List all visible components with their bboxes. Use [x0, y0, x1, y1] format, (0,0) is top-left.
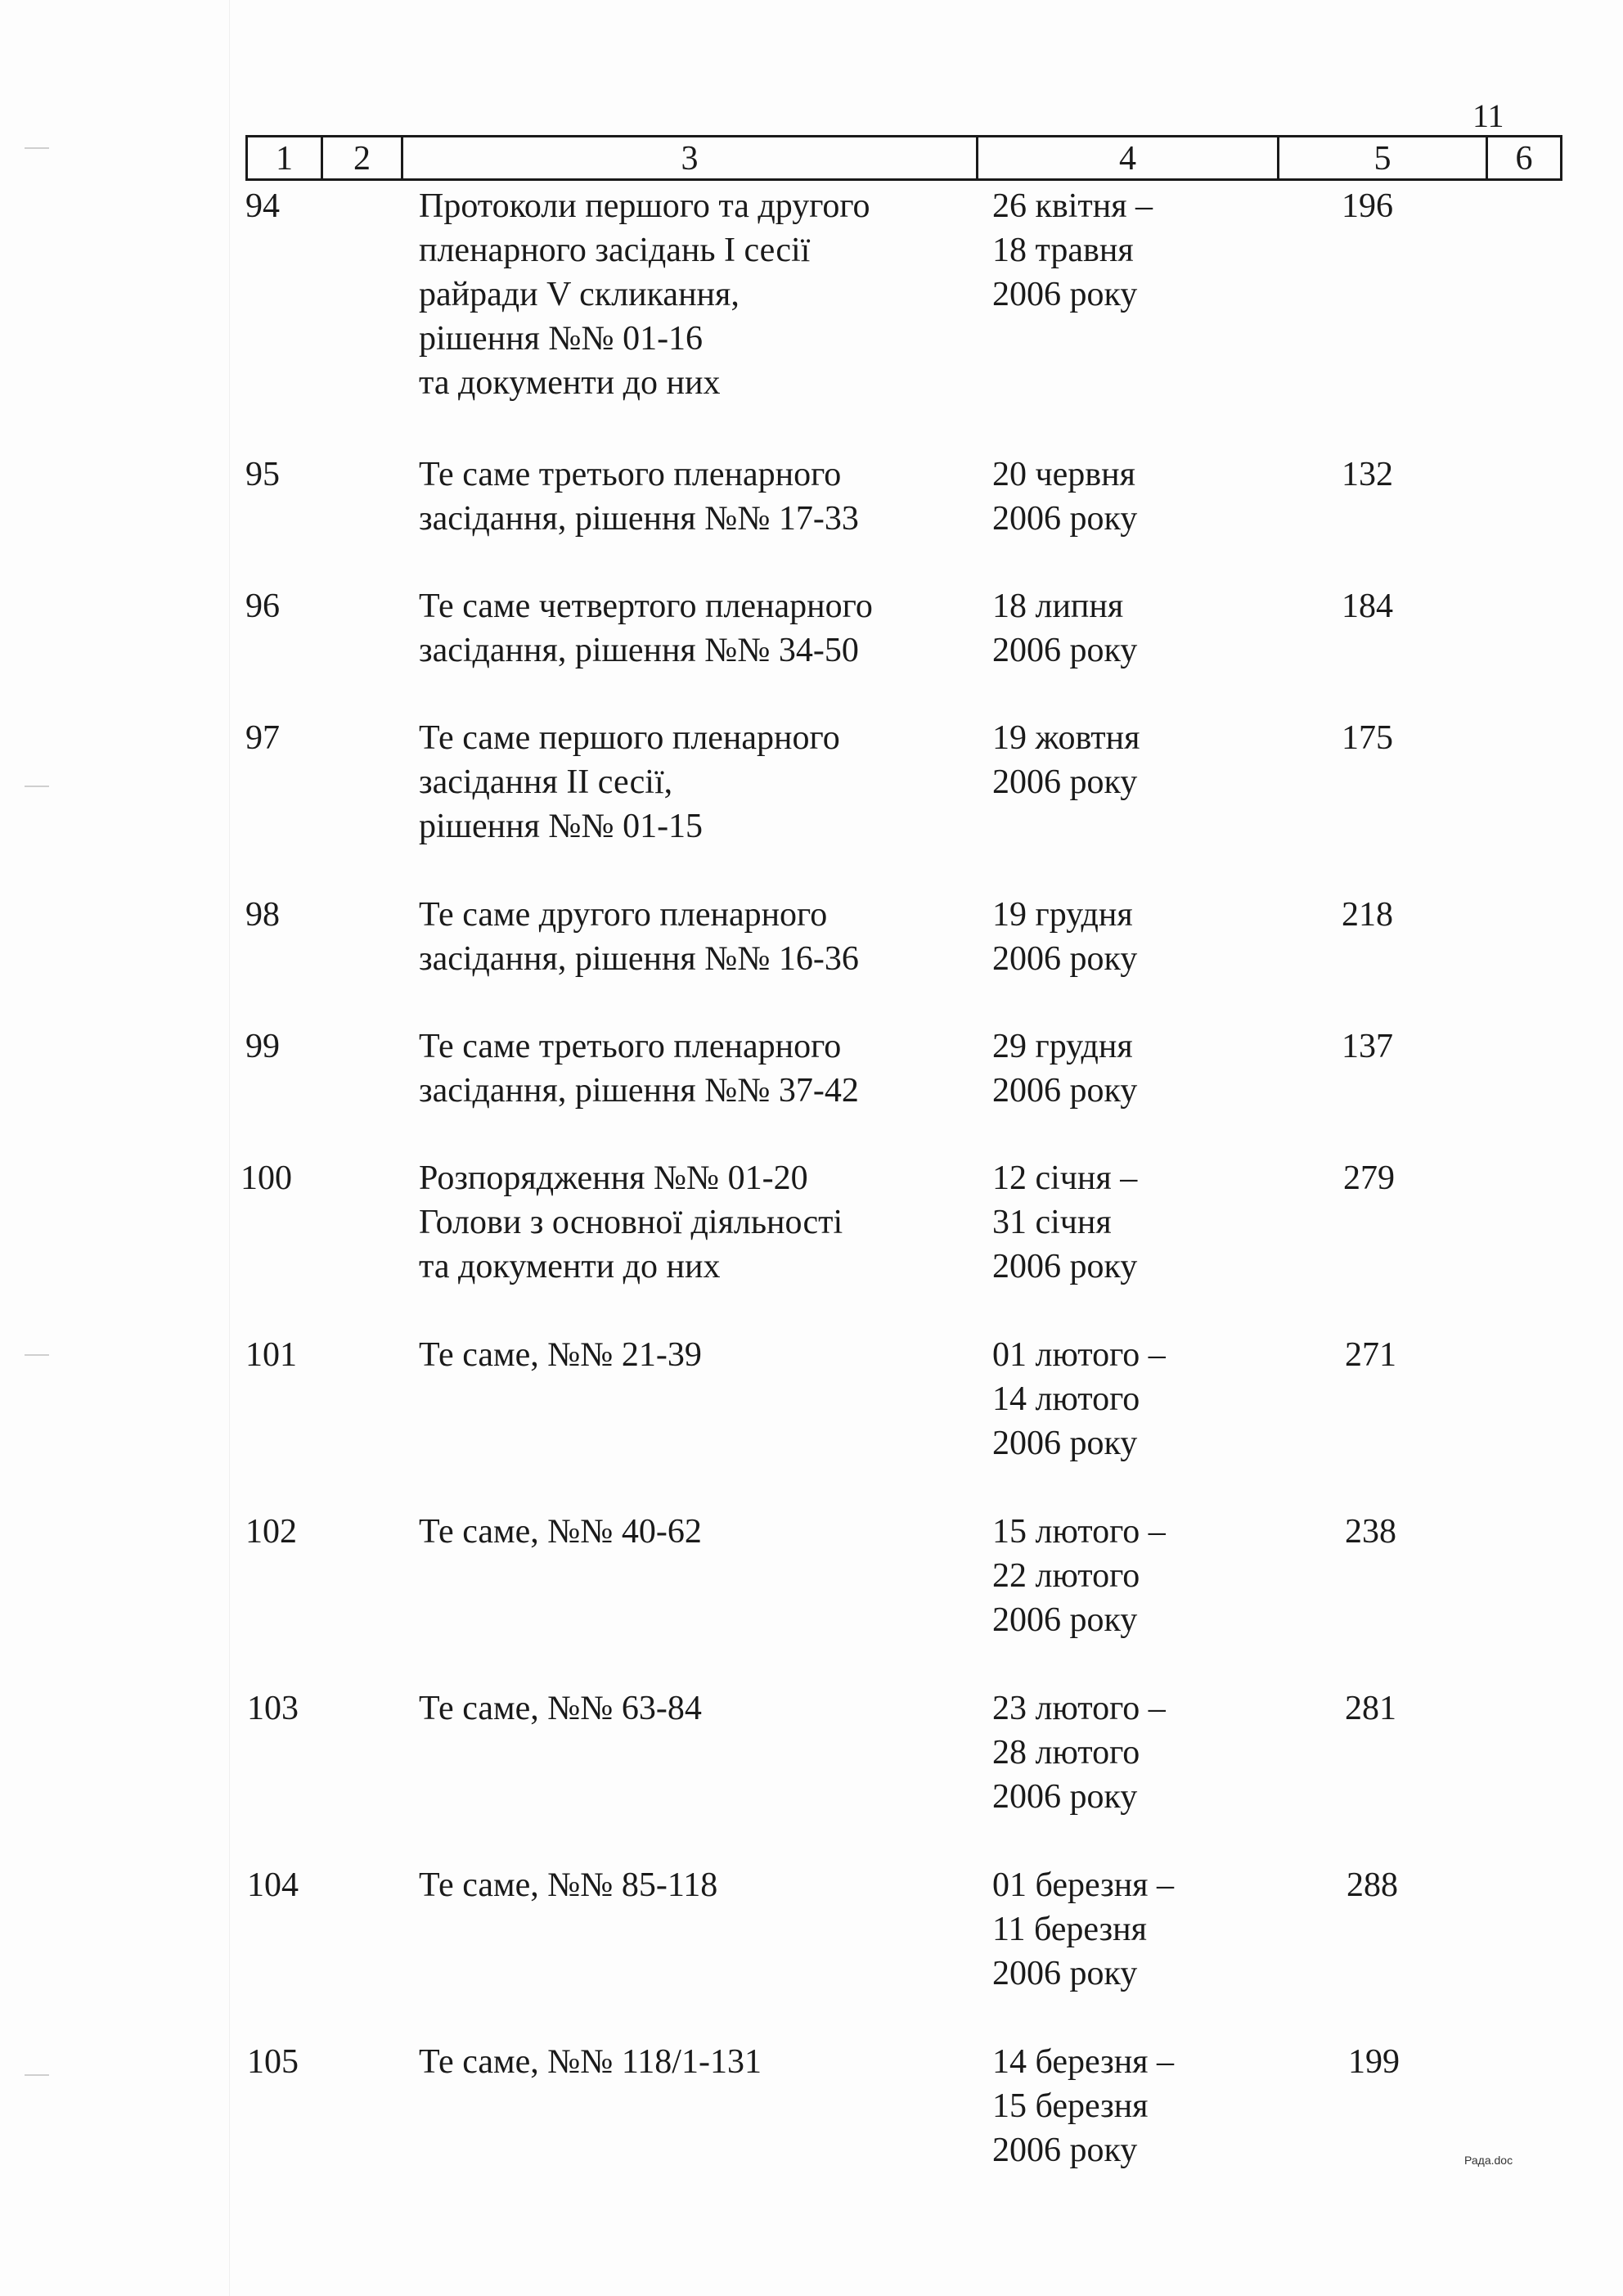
record-title-line: засідання, рішення №№ 17-33 — [419, 500, 859, 538]
record-date-line: 2006 року — [992, 1425, 1138, 1462]
record-date-line: 20 червня — [992, 456, 1135, 493]
header-cell-1: 1 — [248, 137, 323, 178]
record-date-line: 15 лютого – — [992, 1513, 1166, 1551]
header-cell-2: 2 — [323, 137, 403, 178]
record-sheet-count: 199 — [1348, 2043, 1400, 2081]
record-date-line: 2006 року — [992, 276, 1138, 313]
record-date-line: 2006 року — [992, 1955, 1138, 1992]
record-title-line: рішення №№ 01-15 — [419, 808, 704, 845]
record-date-line: 11 березня — [992, 1911, 1147, 1948]
record-date-line: 28 лютого — [992, 1734, 1140, 1772]
record-date — [992, 452, 1287, 541]
record-date-line: 2006 року — [992, 1601, 1138, 1639]
record-date-line: 15 березня — [992, 2087, 1149, 2125]
record-title — [419, 1686, 959, 1731]
record-sheet-count: 288 — [1347, 1866, 1398, 1904]
record-sheet-count: 175 — [1342, 719, 1393, 757]
record-date-line: 2006 року — [992, 632, 1138, 669]
record-title-line: засідання, рішення №№ 37-42 — [419, 1072, 859, 1110]
header-cell-4: 4 — [978, 137, 1279, 178]
record-sheet-count: 281 — [1345, 1690, 1396, 1727]
record-date-line: 01 березня – — [992, 1866, 1174, 1904]
record-title — [419, 1024, 959, 1113]
record-date-line: 2006 року — [992, 2132, 1138, 2169]
record-title — [419, 1510, 959, 1554]
record-title-line: Розпорядження №№ 01-20 — [419, 1159, 808, 1197]
record-title-line: Те саме третього пленарного — [419, 1028, 842, 1065]
record-sheet-count: 132 — [1342, 456, 1393, 493]
record-number: 97 — [245, 719, 280, 757]
record-date-line: 2006 року — [992, 763, 1138, 801]
record-date-line: 2006 року — [992, 1072, 1138, 1110]
record-title-line: Те саме, №№ 21-39 — [419, 1336, 702, 1374]
record-date-line: 01 лютого – — [992, 1336, 1166, 1374]
record-title-line: засідання, рішення №№ 16-36 — [419, 940, 859, 978]
record-number: 103 — [247, 1690, 299, 1727]
record-date-line: 2006 року — [992, 1248, 1138, 1285]
record-date-line: 29 грудня — [992, 1028, 1133, 1065]
record-title-line: райради V скликання, — [419, 276, 740, 313]
record-date-line: 2006 року — [992, 940, 1138, 978]
record-date-line: 2006 року — [992, 1778, 1138, 1816]
record-date-line: 14 березня – — [992, 2043, 1174, 2081]
record-date — [992, 893, 1287, 981]
footer-filename: Рада.doc — [1464, 2154, 1513, 2167]
record-title-line: Те саме першого пленарного — [419, 719, 840, 757]
record-date-line: 18 липня — [992, 588, 1124, 625]
record-title-line: Протоколи першого та другого — [419, 187, 870, 225]
record-date-line: 31 січня — [992, 1204, 1112, 1241]
header-cell-6: 6 — [1515, 140, 1533, 178]
record-number: 94 — [245, 187, 280, 225]
record-date-line: 2006 року — [992, 500, 1138, 538]
record-sheet-count: 137 — [1342, 1028, 1393, 1065]
record-date — [992, 1510, 1287, 1642]
record-sheet-count: 218 — [1342, 896, 1393, 934]
record-date-line: 14 лютого — [992, 1380, 1140, 1418]
header-cell-5: 5 — [1279, 137, 1488, 178]
record-number: 104 — [247, 1866, 299, 1904]
record-sheet-count: 238 — [1345, 1513, 1396, 1551]
record-title-line: Те саме третього пленарного — [419, 456, 842, 493]
record-date — [992, 184, 1287, 317]
record-title — [419, 1156, 959, 1289]
record-sheet-count: 184 — [1342, 588, 1393, 625]
record-date-line: 26 квітня – — [992, 187, 1153, 225]
record-sheet-count: 271 — [1345, 1336, 1396, 1374]
record-number: 100 — [241, 1159, 292, 1197]
record-title-line: рішення №№ 01-16 — [419, 320, 704, 358]
record-number: 105 — [247, 2043, 299, 2081]
record-title-line: Те саме, №№ 40-62 — [419, 1513, 702, 1551]
record-date — [992, 584, 1287, 673]
record-date — [992, 1156, 1287, 1289]
record-title — [419, 452, 959, 541]
record-title-line: засідання, рішення №№ 34-50 — [419, 632, 859, 669]
record-title — [419, 584, 959, 673]
record-title-line: Голови з основної діяльності — [419, 1204, 843, 1241]
record-title-line: пленарного засідань І сесії — [419, 232, 811, 269]
record-date-line: 12 січня – — [992, 1159, 1138, 1197]
record-date — [992, 1863, 1287, 1996]
record-title — [419, 184, 959, 405]
record-title-line: та документи до них — [419, 364, 721, 402]
record-title-line: та документи до них — [419, 1248, 721, 1285]
record-title — [419, 2040, 959, 2084]
record-title — [419, 1333, 959, 1377]
record-title — [419, 1863, 959, 1907]
record-date — [992, 1024, 1287, 1113]
record-sheet-count: 196 — [1342, 187, 1393, 225]
record-date — [992, 1333, 1287, 1465]
record-date-line: 23 лютого – — [992, 1690, 1166, 1727]
record-number: 101 — [245, 1336, 297, 1374]
record-title — [419, 893, 959, 981]
record-sheet-count: 279 — [1343, 1159, 1395, 1197]
record-title-line: Те саме, №№ 63-84 — [419, 1690, 702, 1727]
page-number: 11 — [1472, 97, 1504, 134]
record-title-line: Те саме другого пленарного — [419, 896, 828, 934]
record-title — [419, 716, 959, 849]
record-number: 99 — [245, 1028, 280, 1065]
record-date-line: 22 лютого — [992, 1557, 1140, 1595]
record-date — [992, 716, 1287, 804]
record-date-line: 19 грудня — [992, 896, 1133, 934]
record-title-line: Те саме, №№ 118/1-131 — [419, 2043, 762, 2081]
header-cell-3: 3 — [403, 137, 978, 178]
record-date-line: 18 травня — [992, 232, 1134, 269]
record-title-line: засідання ІІ сесії, — [419, 763, 673, 801]
record-number: 98 — [245, 896, 280, 934]
record-number: 96 — [245, 588, 280, 625]
record-date — [992, 2040, 1287, 2172]
record-number: 95 — [245, 456, 280, 493]
record-date — [992, 1686, 1287, 1819]
record-date-line: 19 жовтня — [992, 719, 1140, 757]
record-title-line: Те саме четвертого пленарного — [419, 588, 873, 625]
record-title-line: Те саме, №№ 85-118 — [419, 1866, 718, 1904]
record-number: 102 — [245, 1513, 297, 1551]
